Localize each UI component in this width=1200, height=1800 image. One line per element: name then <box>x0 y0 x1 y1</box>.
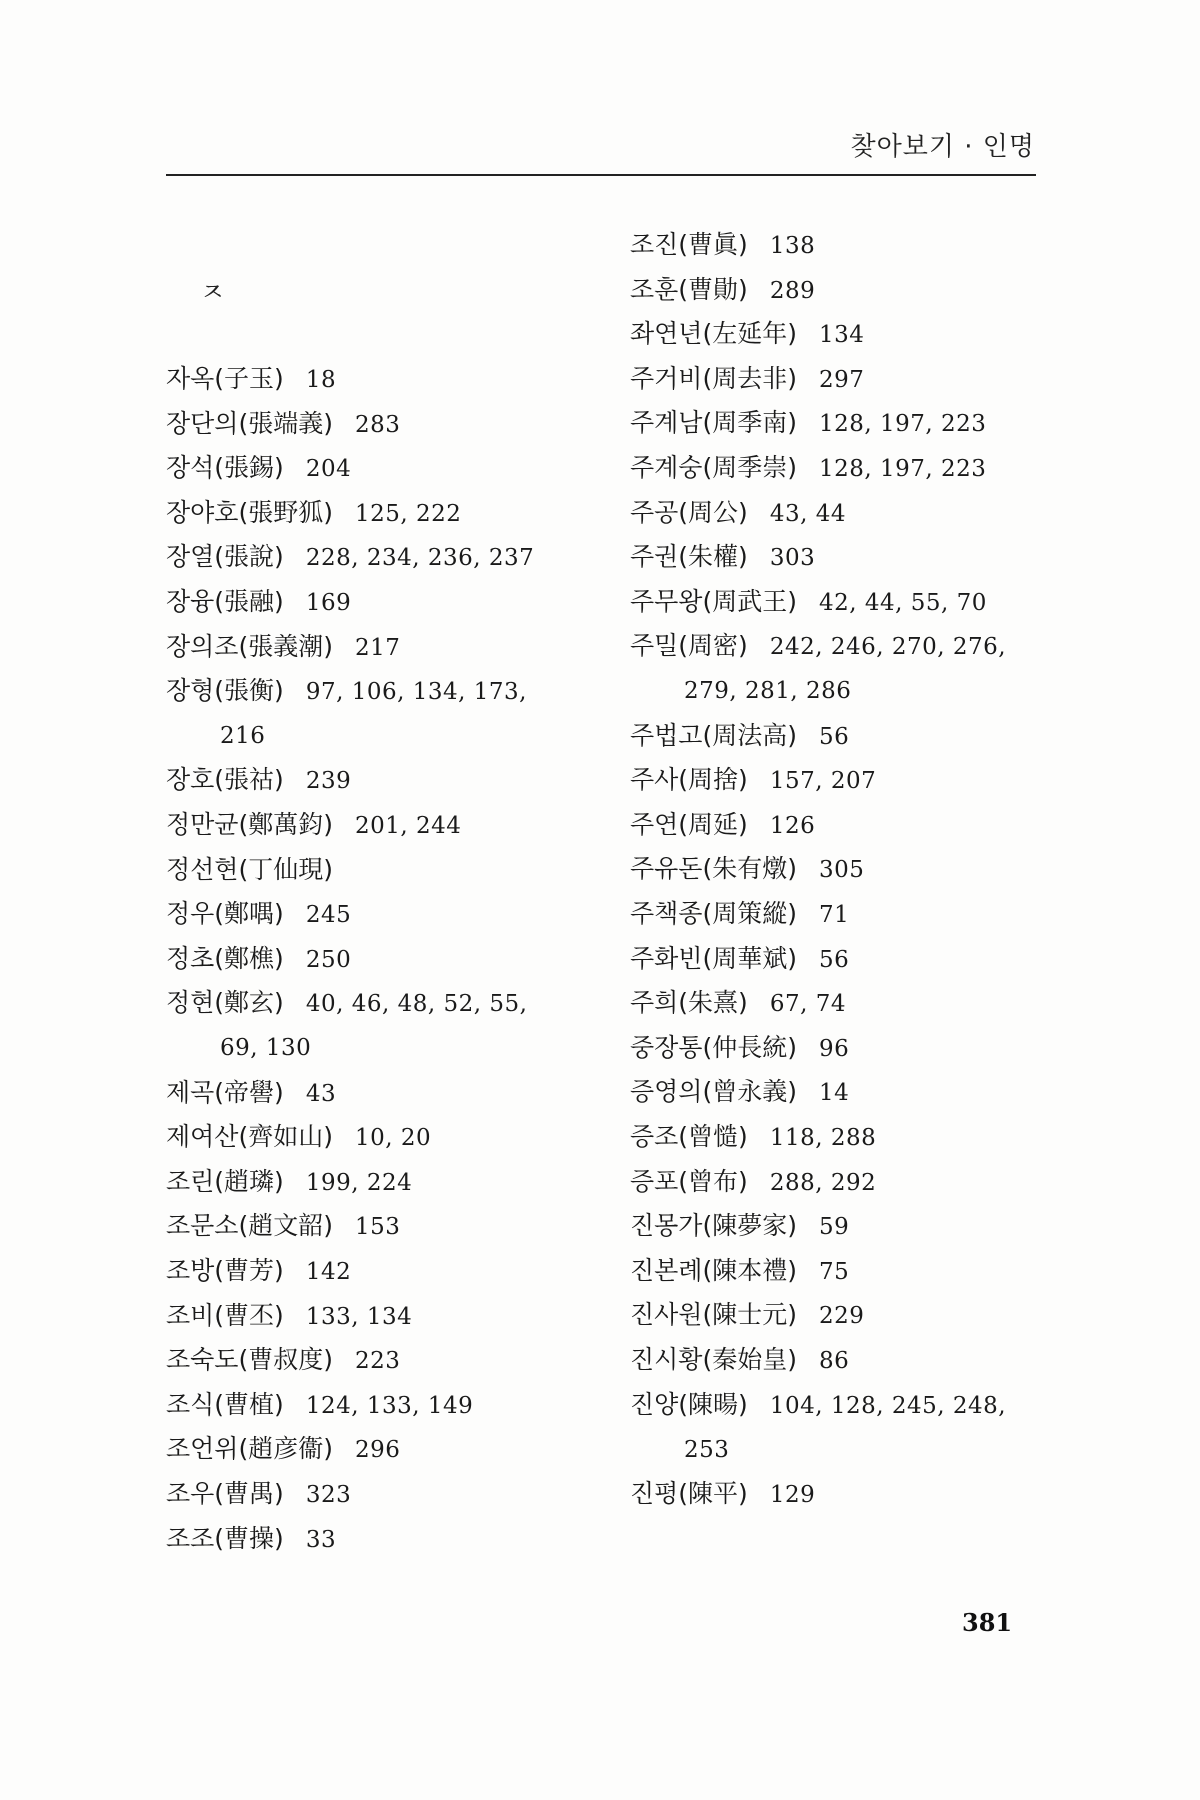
entry-pages: 283 <box>354 411 401 438</box>
entry-name: 주화빈(周華斌) <box>630 943 797 973</box>
entry-name: 좌연년(左延年) <box>630 319 797 349</box>
entry-pages: 199, 224 <box>305 1169 413 1196</box>
running-head: 찾아보기 · 인명 <box>850 132 1035 162</box>
entry-pages: 223 <box>354 1348 401 1375</box>
entry-pages: 118, 288 <box>769 1125 877 1151</box>
index-entry <box>166 1524 336 1555</box>
index-entry <box>166 1256 351 1287</box>
entry-name: 주권(朱權) <box>630 542 748 572</box>
entry-name: 중장통(仲長統) <box>630 1032 797 1062</box>
entry-pages: 126 <box>769 812 816 839</box>
entry-pages-continued: 253 <box>684 1436 730 1463</box>
entry-pages: 40, 46, 48, 52, 55, <box>305 991 528 1018</box>
entry-pages: 43 <box>305 1080 337 1107</box>
entry-name: 장호(張祜) <box>166 765 284 795</box>
entry-name: 장열(張說) <box>166 542 284 572</box>
index-entry <box>166 810 461 841</box>
index-entry <box>166 944 351 975</box>
entry-pages: 59 <box>818 1214 850 1241</box>
index-entry <box>166 364 336 395</box>
entry-pages: 229 <box>818 1303 865 1330</box>
entry-pages: 125, 222 <box>354 500 462 527</box>
index-entry <box>166 409 400 440</box>
index-entry <box>630 1167 876 1198</box>
entry-name: 증조(曾慥) <box>630 1122 748 1151</box>
entry-pages: 239 <box>305 768 352 795</box>
entry-name: 조조(曹操) <box>166 1523 284 1553</box>
entry-pages-continued: 69, 130 <box>220 1035 312 1062</box>
entry-pages: 128, 197, 223 <box>818 411 987 438</box>
entry-pages: 323 <box>305 1482 352 1508</box>
index-entry <box>166 988 527 1063</box>
index-entry <box>630 1077 849 1108</box>
index-entry <box>630 854 864 885</box>
entry-pages: 153 <box>354 1214 401 1241</box>
index-entry <box>630 1211 849 1242</box>
index-entry <box>630 1122 876 1153</box>
entry-name: 주연(周延) <box>630 809 748 839</box>
entry-name: 조방(曹芳) <box>166 1256 284 1285</box>
index-entry <box>630 721 849 752</box>
index-entry <box>630 542 815 573</box>
entry-name: 주사(周捨) <box>630 765 748 795</box>
entry-pages: 242, 246, 270, 276, <box>769 634 1007 661</box>
entry-name: 진양(陳暘) <box>630 1389 748 1419</box>
index-entry <box>166 765 351 796</box>
entry-name: 진시황(秦始皇) <box>630 1345 797 1374</box>
index-entry <box>630 899 849 930</box>
entry-pages: 14 <box>818 1080 850 1107</box>
index-entry <box>630 498 846 529</box>
entry-pages-continued: 279, 281, 286 <box>684 678 852 705</box>
entry-pages: 228, 234, 236, 237 <box>305 545 535 572</box>
entry-name: 정선현(丁仙現) <box>166 854 333 884</box>
index-entry <box>630 587 987 618</box>
entry-name: 주거비(周去非) <box>630 363 797 393</box>
entry-name: 정현(鄭玄) <box>166 988 284 1018</box>
entry-pages: 134 <box>818 322 865 349</box>
index-entry <box>166 1167 412 1198</box>
index-entry <box>630 408 986 439</box>
index-entry <box>630 765 876 796</box>
entry-name: 주계숭(周季崇) <box>630 453 797 482</box>
index-entry <box>630 810 815 841</box>
entry-name: 진평(陳平) <box>630 1478 748 1508</box>
entry-pages: 96 <box>818 1035 850 1062</box>
index-entry <box>166 587 351 618</box>
entry-pages-continued: 216 <box>220 723 266 750</box>
entry-pages: 201, 244 <box>354 813 462 839</box>
entry-pages: 133, 134 <box>305 1303 413 1330</box>
entry-name: 정초(鄭樵) <box>166 943 284 973</box>
entry-name: 진사원(陳士元) <box>630 1300 797 1330</box>
entry-name: 진본례(陳本禮) <box>630 1255 797 1285</box>
entry-name: 조린(趙璘) <box>166 1166 284 1196</box>
entry-pages: 33 <box>305 1526 337 1553</box>
entry-pages: 75 <box>818 1258 850 1285</box>
index-entry <box>166 498 461 529</box>
entry-name: 조훈(曹勛) <box>630 274 748 304</box>
entry-name: 정우(鄭喁) <box>166 899 284 929</box>
index-entry <box>166 855 355 886</box>
entry-name: 장야호(張野狐) <box>166 497 333 527</box>
section-letter: ㅈ <box>200 278 226 308</box>
entry-name: 제여산(齊如山) <box>166 1122 333 1152</box>
index-entry <box>630 1300 864 1331</box>
entry-pages: 86 <box>818 1348 850 1374</box>
index-entry <box>166 1078 336 1109</box>
index-entry <box>630 453 986 484</box>
index-entry <box>166 1122 431 1153</box>
entry-name: 장의조(張義潮) <box>166 631 333 661</box>
index-entry <box>166 1211 400 1242</box>
entry-name: 진몽가(陳夢家) <box>630 1211 797 1241</box>
index-entry <box>166 899 351 930</box>
entry-name: 증영의(曾永義) <box>630 1077 797 1107</box>
index-entry <box>630 631 1006 706</box>
entry-pages: 43, 44 <box>769 500 846 527</box>
index-entry <box>630 364 864 395</box>
entry-pages: 245 <box>305 902 352 929</box>
entry-name: 장융(張融) <box>166 587 284 616</box>
entry-pages: 97, 106, 134, 173, <box>305 679 527 706</box>
entry-name: 자옥(子玉) <box>166 364 284 393</box>
entry-pages: 169 <box>305 590 352 616</box>
entry-pages: 296 <box>354 1437 401 1464</box>
index-entry <box>630 944 849 975</box>
entry-name: 조문소(趙文韶) <box>166 1211 333 1241</box>
index-entry <box>166 1390 473 1421</box>
entry-pages: 10, 20 <box>354 1125 432 1152</box>
index-entry <box>166 632 400 663</box>
entry-name: 주유돈(朱有燉) <box>630 854 797 884</box>
entry-pages: 124, 133, 149 <box>305 1392 474 1419</box>
entry-name: 장석(張錫) <box>166 453 284 483</box>
index-entry <box>630 1033 849 1064</box>
entry-name: 장단의(張端義) <box>166 408 333 438</box>
index-entry <box>630 1256 849 1287</box>
entry-pages: 56 <box>818 723 850 750</box>
index-entry <box>166 542 534 573</box>
index-entry <box>166 1434 400 1465</box>
entry-name: 장형(張衡) <box>166 676 284 706</box>
index-entry <box>166 1479 351 1510</box>
entry-pages: 288, 292 <box>769 1169 877 1196</box>
entry-name: 조언위(趙彦衞) <box>166 1434 333 1464</box>
entry-pages: 217 <box>354 634 401 661</box>
index-entry <box>166 676 527 751</box>
entry-pages: 138 <box>769 233 816 259</box>
entry-name: 주법고(周法高) <box>630 720 797 750</box>
entry-pages: 129 <box>769 1481 816 1508</box>
index-entry <box>630 319 864 350</box>
entry-pages: 67, 74 <box>769 991 846 1018</box>
index-entry <box>630 1390 1006 1465</box>
entry-name: 조숙도(曹叔度) <box>166 1345 333 1375</box>
entry-pages: 250 <box>305 946 352 973</box>
entry-pages: 128, 197, 223 <box>818 456 987 482</box>
index-entry <box>166 1345 400 1376</box>
entry-pages: 157, 207 <box>769 768 877 795</box>
entry-pages: 142 <box>305 1259 352 1285</box>
entry-pages: 204 <box>305 456 352 483</box>
entry-name: 주계남(周季南) <box>630 408 797 438</box>
entry-pages: 104, 128, 245, 248, <box>769 1392 1007 1419</box>
entry-name: 주밀(周密) <box>630 631 748 661</box>
entry-name: 주책종(周策縱) <box>630 899 797 928</box>
entry-name: 조우(曹禺) <box>166 1479 284 1508</box>
entry-pages: 42, 44, 55, 70 <box>818 589 987 616</box>
entry-name: 주무왕(周武王) <box>630 586 797 616</box>
header-rule <box>166 174 1036 176</box>
index-entry <box>630 230 815 261</box>
index-entry <box>166 453 351 484</box>
index-entry <box>630 1479 815 1510</box>
page-number: 381 <box>962 1608 1013 1637</box>
entry-pages: 297 <box>818 366 865 393</box>
entry-name: 조식(曹植) <box>166 1389 284 1419</box>
entry-name: 조비(曹丕) <box>166 1300 284 1330</box>
entry-name: 증포(曾布) <box>630 1166 748 1196</box>
index-entry <box>630 1345 849 1376</box>
entry-name: 제곡(帝嚳) <box>166 1077 284 1107</box>
entry-pages: 303 <box>769 545 816 572</box>
index-entry <box>166 1301 412 1332</box>
entry-pages: 305 <box>818 857 865 884</box>
entry-name: 주희(朱熹) <box>630 988 748 1018</box>
entry-pages: 18 <box>305 367 337 393</box>
entry-pages: 289 <box>769 277 816 304</box>
entry-pages: 56 <box>818 946 850 973</box>
index-entry <box>630 275 815 306</box>
entry-name: 정만균(鄭萬鈞) <box>166 810 333 839</box>
entry-pages: 71 <box>818 902 850 928</box>
index-entry <box>630 988 846 1019</box>
entry-name: 주공(周公) <box>630 497 748 527</box>
entry-name: 조진(曹眞) <box>630 230 748 259</box>
